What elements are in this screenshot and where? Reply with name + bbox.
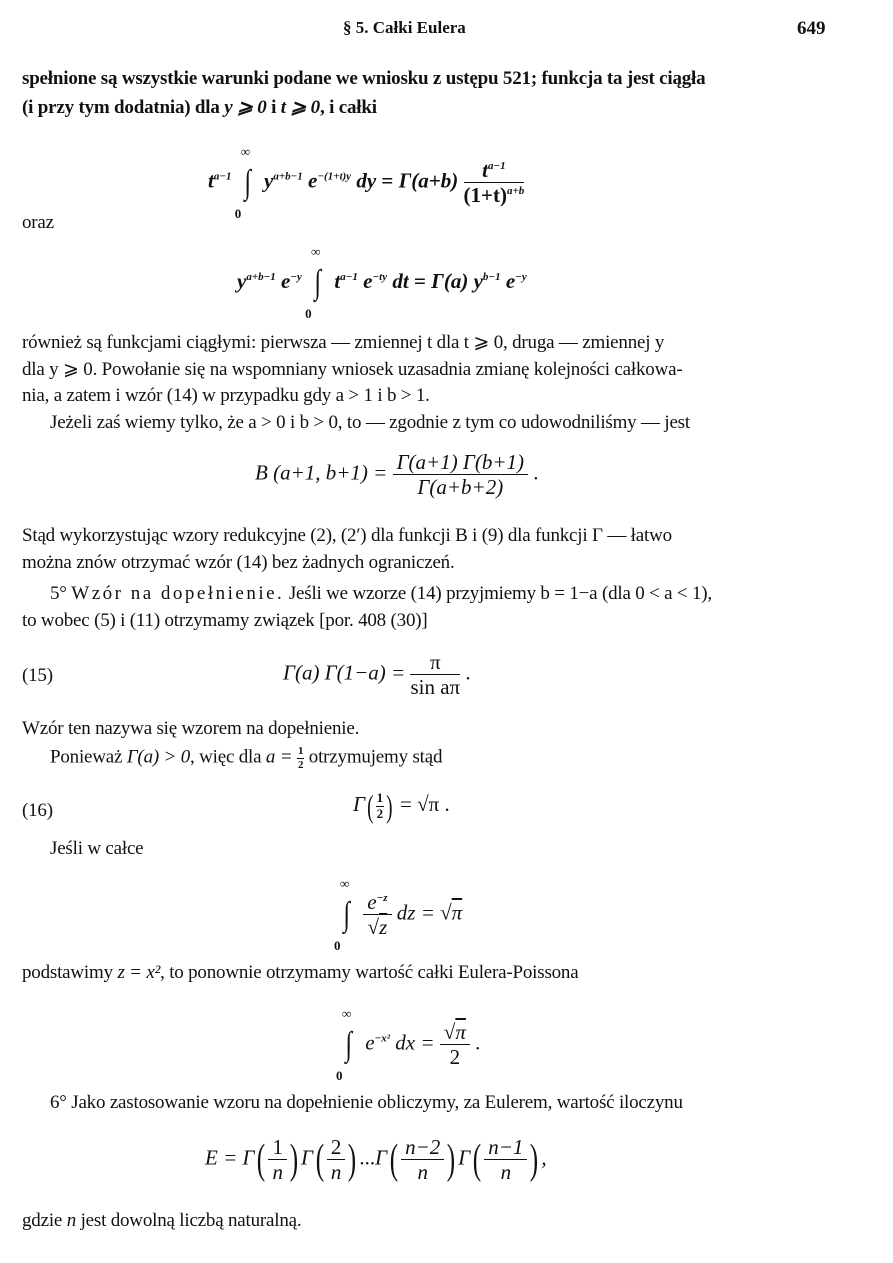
math-differential: dy [356, 168, 377, 193]
paragraph-line: Stąd wykorzystując wzory redukcyjne (2), (2′) dla funkcji B i (9) dla funkcji Γ — łatwo [22, 525, 672, 546]
math-exponent: b−1 [482, 270, 501, 283]
math-inline: y ⩾ 0 [224, 97, 267, 118]
fraction [464, 158, 525, 207]
fraction [393, 450, 528, 499]
math-symbol: e [365, 1030, 375, 1055]
math-symbol: y [237, 268, 247, 293]
text-span: , to ponownie otrzymamy wartość całki Eulera-Poissona [160, 962, 579, 983]
math-differential: dz = [396, 900, 435, 925]
math-operator: = [381, 168, 394, 193]
integral-sign: ∞ ∫ 0 [336, 1005, 353, 1083]
integral-upper-limit: ∞ [240, 143, 251, 159]
math-symbol: y [473, 268, 483, 293]
punctuation: . [533, 460, 539, 485]
math-symbol: Γ [353, 791, 365, 816]
fraction-numerator: √π [440, 1020, 470, 1045]
math-expression: Γ(a) [431, 268, 469, 293]
math-symbol: e [308, 168, 318, 193]
punctuation: . [475, 1030, 481, 1055]
paragraph-line: dla y ⩾ 0. Powołanie się na wspomniany wniosek uzasadnia zmianę kolejności całkowa- [22, 359, 683, 380]
math-expression: = √π . [400, 791, 450, 816]
integral-upper-limit: ∞ [340, 875, 350, 891]
integral-sign: ∞ ∫ 0 [305, 244, 322, 321]
math-exponent: a−1 [213, 170, 232, 183]
math-symbol: t [334, 268, 341, 293]
integral-lower-limit: 0 [234, 205, 242, 221]
equation-16: Γ( $\frac{1}{2}$ ) = √π . [353, 788, 450, 824]
punctuation: . [465, 660, 471, 685]
paragraph-line [22, 1210, 301, 1232]
paragraph-line [50, 745, 442, 771]
integral-lower-limit: 0 [334, 937, 341, 953]
math-exponent: −y [290, 270, 302, 283]
math-symbol: t [208, 168, 214, 193]
math-symbol: Γ [375, 1145, 388, 1170]
math-symbol: Γ [242, 1145, 255, 1170]
paragraph-line: oraz [22, 212, 54, 233]
fraction-denominator: 2 [449, 1045, 461, 1070]
text-span: Jeśli we wzorze (14) przyjmiemy b = 1−a (dla 0 < a < 1), [284, 583, 712, 604]
math-operator: = [413, 268, 426, 293]
math-inline: z = x² [117, 962, 161, 983]
math-exponent: −(1+t)y [317, 170, 352, 183]
fraction-denominator: $(1+t)^{a+b}$ [463, 183, 525, 208]
fraction: $\frac{1}{2}$ [297, 745, 304, 771]
fraction: $\frac{n-1}{n}$ [484, 1135, 527, 1184]
paragraph-line: również są funkcjami ciągłymi: pierwsza — zmiennej t dla t ⩾ 0, druga — zmiennej y [22, 332, 665, 353]
item-number: 5° [50, 583, 67, 604]
fraction-numerator: π [410, 650, 460, 675]
math-inline: t ⩾ 0 [280, 97, 320, 118]
paragraph-line: nia, a zatem i wzór (14) w przypadku gdy a > 1 i b > 1. [22, 385, 430, 406]
sqrt-symbol: √ [440, 900, 452, 925]
math-symbol: e [281, 268, 291, 293]
math-expression: B (a+1, b+1) = [255, 460, 388, 485]
math-symbol: e [505, 268, 516, 293]
fraction-numerator: $e^{-z}$ [363, 890, 391, 915]
math-exponent: −y [515, 270, 527, 283]
math-symbol: y [264, 168, 274, 193]
paragraph-line: to wobec (5) i (11) otrzymamy związek [por. 408 (30)] [22, 610, 428, 631]
math-inline: n [66, 1210, 77, 1231]
math-differential: dt [392, 268, 409, 293]
math-expression: E = [205, 1145, 238, 1170]
math-exponent: −x² [374, 1032, 391, 1045]
fraction: $\frac{1}{2}$ [376, 789, 384, 821]
paragraph-line [50, 583, 712, 605]
math-symbol: π [451, 900, 463, 925]
math-exponent: −ty [372, 270, 388, 283]
equation-label: (16) [22, 800, 53, 821]
section-header: § 5. Całki Eulera [343, 18, 466, 37]
math-expression: Γ(a+b) [398, 168, 459, 193]
equation-3 [255, 450, 539, 499]
equation-15 [283, 650, 471, 699]
integral-upper-limit: ∞ [311, 244, 321, 259]
text-span: gdzie [22, 1210, 67, 1231]
math-exponent: a+b−1 [273, 170, 303, 183]
equation-2 [237, 244, 527, 321]
subsection-heading: Wzór na dopełnienie. [71, 583, 285, 604]
text-span: otrzymujemy stąd [304, 746, 443, 768]
math-differential: dx = [395, 1030, 435, 1055]
math-expression: Γ(a) Γ(1−a) = [283, 660, 406, 685]
fraction [440, 1020, 470, 1069]
fraction-denominator: √z [367, 915, 388, 940]
paragraph-line: można znów otrzymać wzór (14) bez żadnych ograniczeń. [22, 552, 455, 573]
fraction-numerator: Γ(a+1) Γ(b+1) [393, 450, 528, 475]
fraction: $\frac{1}{n}$ [268, 1135, 287, 1184]
math-symbol: Γ [300, 1145, 313, 1170]
text-span: jest dowolną liczbą naturalną. [76, 1210, 302, 1231]
text-span: (i przy tym dodatnia) dla [22, 97, 225, 118]
text-span: i [266, 97, 281, 118]
integral-sign: ∞ ∫ 0 [334, 875, 351, 953]
math-inline: Γ(a) > 0 [126, 746, 191, 768]
paragraph-line: Wzór ten nazywa się wzorem na dopełnienie. [22, 718, 360, 739]
math-exponent: a−1 [340, 270, 358, 283]
text-span: , i całki [319, 97, 377, 118]
equation-E-product: E = Γ( $\frac{1}{n}$ ) Γ( $\frac{2}{n}$ ) ...Γ( $\frac{n-2}{n}$ ) Γ( $\frac{n-1}{n}$ ) , [205, 1135, 547, 1185]
paragraph-line: spełnione są wszystkie warunki podane we wniosku z ustępu 521; funkcja ta jest ciągła [22, 68, 706, 89]
equation-label: (15) [22, 665, 53, 686]
equation-1 [208, 143, 525, 221]
equation-z-integral [334, 875, 463, 953]
math-exponent: a+b−1 [246, 270, 276, 283]
punctuation: , [541, 1145, 547, 1170]
page-number: 649 [797, 18, 826, 39]
fraction [410, 650, 460, 699]
fraction: $\frac{n-2}{n}$ [401, 1135, 444, 1184]
math-symbol: e [363, 268, 373, 293]
fraction-denominator: Γ(a+b+2) [417, 475, 504, 500]
text-span: podstawimy [22, 962, 118, 983]
fraction [363, 890, 391, 939]
integral-upper-limit: ∞ [342, 1005, 352, 1021]
integral-lower-limit: 0 [305, 306, 312, 321]
equation-euler-poisson [336, 1005, 481, 1083]
integral-lower-limit: 0 [336, 1067, 343, 1083]
integral-sign: ∞ ∫ 0 [234, 143, 252, 221]
text-span: Ponieważ [50, 746, 127, 768]
math-symbol: Γ [458, 1145, 471, 1170]
paragraph-line [22, 96, 377, 119]
paragraph-line: 6° Jako zastosowanie wzoru na dopełnienie obliczymy, za Eulerem, wartość iloczynu [50, 1092, 683, 1113]
paragraph-line: Jeżeli zaś wiemy tylko, że a > 0 i b > 0, to — zgodnie z tym co udowodniliśmy — jest [50, 412, 690, 433]
paragraph-line [22, 962, 578, 984]
fraction: $\frac{2}{n}$ [327, 1135, 346, 1184]
ellipsis: ... [359, 1145, 376, 1170]
text-span: , więc dla [190, 746, 266, 768]
fraction-denominator: sin aπ [410, 675, 461, 700]
paragraph-line: Jeśli w całce [50, 838, 144, 859]
math-inline: a = [265, 746, 297, 768]
fraction-numerator: $t^{a-1}$ [464, 158, 525, 183]
